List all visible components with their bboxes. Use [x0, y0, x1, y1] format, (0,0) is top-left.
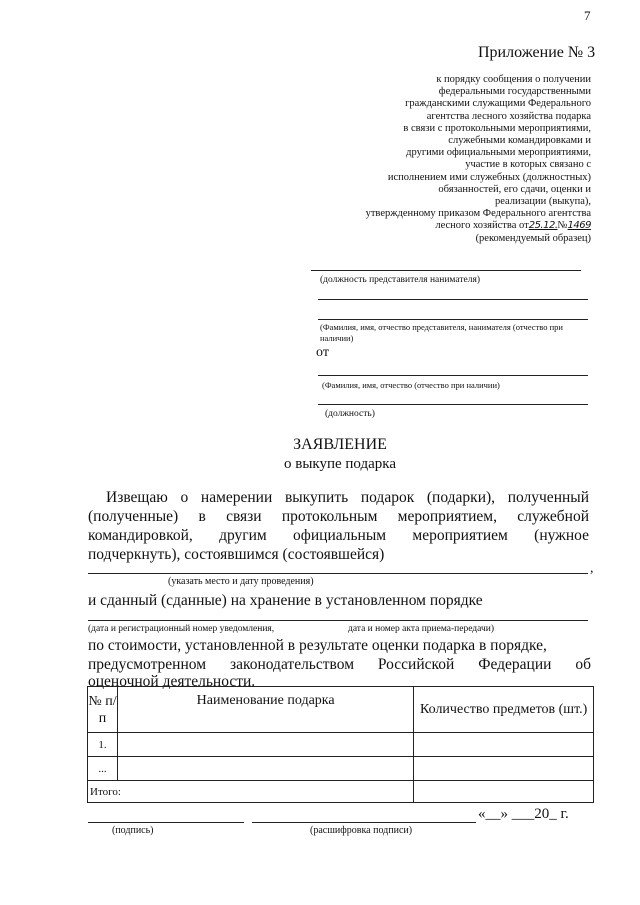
applicant-name-line[interactable] — [318, 375, 588, 376]
table-row[interactable] — [88, 733, 594, 757]
row-num: 1. — [88, 733, 118, 757]
order-reference — [300, 220, 591, 232]
table-total-row — [88, 781, 594, 803]
header-line: реализации (выкупа), — [494, 196, 591, 208]
document-subtitle: о выкупе подарка — [283, 456, 397, 472]
order-number: 1469 — [567, 220, 591, 232]
col-qty-header: Количество предметов (шт.) — [414, 687, 594, 733]
sample-note: (рекомендуемый образец) — [475, 232, 591, 244]
place-date-comma: , — [590, 561, 594, 576]
page-number: 7 — [584, 8, 591, 23]
employer-name-line-1[interactable] — [318, 299, 588, 300]
header-block — [300, 74, 591, 245]
signature-line[interactable] — [88, 822, 244, 823]
gift-name-cell[interactable] — [117, 733, 413, 757]
header-line: утвержденному приказом Федерального агентства — [365, 208, 591, 220]
header-line: другими официальными мероприятиями, — [406, 147, 591, 159]
header-line: обязанностей, его сдачи, оценки и — [438, 183, 591, 195]
header-line: исполнением ими служебных (должностных) — [387, 171, 591, 183]
signature-decode-label: (расшифровка подписи) — [310, 825, 413, 836]
body-line-1: Извещаю о намерении выкупить подарок (подарки), полученный — [106, 489, 589, 506]
body-line-3: командировкой, другим официальным мероприятием (нужное — [88, 527, 589, 544]
body-line-7: предусмотренном законодательством Российской Федерации об — [88, 656, 591, 673]
header-line: служебными командировками и — [448, 135, 591, 147]
from-label: от — [316, 345, 329, 360]
appendix-title: Приложение № 3 — [478, 44, 596, 61]
employer-position-label: (должность представителя нанимателя) — [320, 275, 480, 285]
row-num: ... — [88, 757, 118, 781]
body-line-5: и сданный (сданные) на хранение в установленном порядке — [88, 592, 483, 609]
header-line: гражданскими служащими Федерального — [405, 98, 591, 110]
header-line: участие в которых связано с — [465, 159, 591, 171]
place-date-line[interactable] — [88, 573, 588, 574]
gift-qty-cell[interactable] — [414, 757, 594, 781]
employer-name-label: (Фамилия, имя, отчество представителя, нанимателя (отчество при наличии) — [320, 322, 563, 343]
order-number-label: № — [557, 220, 568, 232]
table-row[interactable] — [88, 757, 594, 781]
act-label: дата и номер акта приема-передачи) — [348, 624, 494, 634]
employer-name-line-2[interactable] — [318, 319, 588, 320]
signature-date[interactable]: «__» ___20_ г. — [478, 806, 569, 822]
employer-position-line[interactable] — [311, 270, 581, 271]
header-line: федеральными государственными — [438, 86, 591, 98]
order-prefix: лесного хозяйства от — [435, 220, 529, 232]
body-line-6: по стоимости, установленной в результате оценки подарка в порядке, — [88, 637, 547, 654]
notice-label: (дата и регистрационный номер уведомления, — [88, 624, 275, 634]
table-header-row — [88, 687, 594, 733]
place-date-label: (указать место и дату проведения) — [168, 576, 314, 587]
header-line: в связи с протокольными мероприятиями, — [403, 122, 591, 134]
notice-line[interactable] — [88, 620, 588, 621]
signature-decode-line[interactable] — [252, 822, 476, 823]
header-line: к порядку сообщения о получении — [436, 74, 591, 85]
document-title: ЗАЯВЛЕНИЕ — [293, 436, 387, 453]
header-line: агентства лесного хозяйства подарка — [426, 110, 591, 122]
applicant-name-label: (Фамилия, имя, отчество (отчество при наличии) — [322, 380, 500, 390]
gifts-table — [87, 686, 594, 803]
body-line-8: оценочной деятельности. — [88, 673, 256, 690]
total-value-cell[interactable] — [414, 781, 594, 803]
col-num-header: № п/п — [88, 687, 118, 733]
order-date: 25.12. — [528, 220, 558, 232]
applicant-position-line[interactable] — [318, 404, 588, 405]
body-line-4: подчеркнуть), состоявшимся (состоявшейся) — [88, 546, 385, 563]
gift-qty-cell[interactable] — [414, 733, 594, 757]
total-label: Итого: — [88, 781, 414, 803]
signature-label: (подпись) — [112, 825, 154, 836]
gift-name-cell[interactable] — [117, 757, 413, 781]
body-line-2: (полученные) в связи протокольным мероприятием, служебной — [88, 508, 589, 525]
applicant-position-label: (должность) — [325, 409, 375, 419]
col-name-header: Наименование подарка — [117, 687, 413, 733]
